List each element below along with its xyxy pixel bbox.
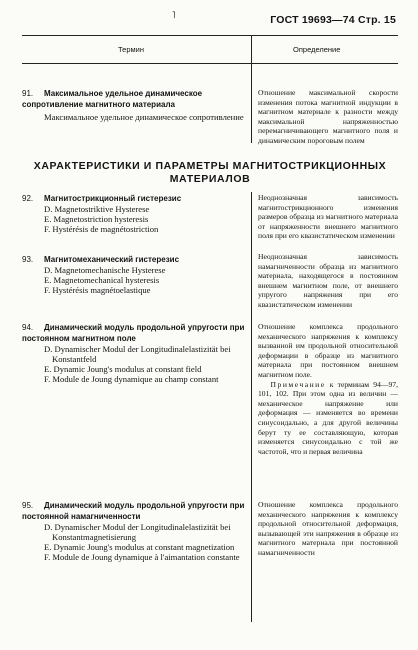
term-ru: Магнитострикционный гистерезис <box>44 194 182 203</box>
term-91 <box>22 88 246 122</box>
definition-91: Отношение максимальной скорости изменения потока магнитной индукции в магнитном материале к разности между максимальной напряженностью перемагничивающего магнитного поля и динамическим пороговым полем <box>258 88 398 145</box>
term-number: 95. <box>22 501 34 510</box>
tick-mark: ˥ <box>172 10 176 20</box>
term-ru: Максимальное удельное динамическое сопротивление магнитного материала <box>22 89 203 109</box>
section-title: ХАРАКТЕРИСТИКИ И ПАРАМЕТРЫ МАГНИТОСТРИКЦИОННЫХ МАТЕРИАЛОВ <box>33 160 387 185</box>
definition-95: Отношение комплекса продольного механического напряжения к комплексу продольной относительной деформация, вызывающей эти напряжения в образце из магнитного материала при постоянной намагниченности <box>258 500 398 557</box>
term-fr: F. Hystérésis magnétoelastique <box>44 285 151 295</box>
term-number: 91. <box>22 89 34 98</box>
term-ru: Динамический модуль продольной упругости при постоянном магнитном поле <box>22 323 245 343</box>
term-fr: F. Module de Joung dynamique au champ constant <box>44 374 219 384</box>
term-de: D. Magnetomechanische Hysterese <box>44 265 166 275</box>
definition-92: Неоднозначная зависимость магнитострикционного изменения размеров образца из магнитного материала от напряженности внешнего магнитного поля при его квазистатическом изменении <box>258 193 398 241</box>
term-en: E. Dynamic Joung's modulus at constant magnetization <box>44 542 235 552</box>
page-header: ГОСТ 19693—74 Стр. 15 <box>270 14 396 26</box>
term-92 <box>22 193 246 234</box>
column-header-definition: Определение <box>293 45 341 54</box>
term-ru: Магнитомеханический гистерезис <box>44 255 180 264</box>
term-fr: F. Hystérésis de magnétostriction <box>44 224 159 234</box>
term-de: D. Dynamischer Modul der Longitudinalelastizität bei Konstantmagnetisierung <box>44 522 231 542</box>
note-label: Примечание <box>270 379 326 389</box>
term-en: E. Dynamic Joung's modulus at constant field <box>44 364 202 374</box>
term-en: E. Magnetostriction hysteresis <box>44 214 149 224</box>
column-divider-upper <box>251 63 252 143</box>
term-number: 92. <box>22 194 34 203</box>
term-93 <box>22 254 246 295</box>
header-column-divider <box>251 35 252 63</box>
term-94 <box>22 322 246 384</box>
definition-94 <box>258 322 398 456</box>
term-ru: Динамический модуль продольной упругости при постоянной намагниченности <box>22 501 245 521</box>
table-header-rule <box>22 63 398 64</box>
note-text: к терминам 94—97, 101, 102. При этом одна из величин — механическое напряжение или деформация — изменяется во времени синусоидально, а для другой величины берут ту ее составляющую, которая изменяется синусоидально с той же частотой, что и первая величина <box>258 379 398 456</box>
term-95 <box>22 500 246 562</box>
term-number: 93. <box>22 255 34 264</box>
term-de: D. Dynamischer Modul der Longitudinalelastizität bei Konstantfeld <box>44 344 231 364</box>
column-divider-lower <box>251 192 252 622</box>
term-short: Максимальное удельное динамическое сопротивление <box>44 112 244 122</box>
term-fr: F. Module de Joung dynamique à l'aimantation constante <box>44 552 240 562</box>
table-top-rule <box>22 35 398 36</box>
definition-text: Отношение комплекса продольного механического напряжения к комплексу вызванной им продольной относительной деформации в образце из магнитного материала при постоянном внешнем магнитном поле. <box>258 322 398 379</box>
term-de: D. Magnetostriktive Hysterese <box>44 204 150 214</box>
term-number: 94. <box>22 323 34 332</box>
column-header-terms: Термин <box>118 45 144 54</box>
definition-93: Неоднозначная зависимость намагниченности образца из магнитного материала, находящегося в постоянном внешнем магнитном поле, от внешнего упругого напряжения при его квазистатическом изменении <box>258 252 398 309</box>
term-en: E. Magnetomechanical hysteresis <box>44 275 160 285</box>
